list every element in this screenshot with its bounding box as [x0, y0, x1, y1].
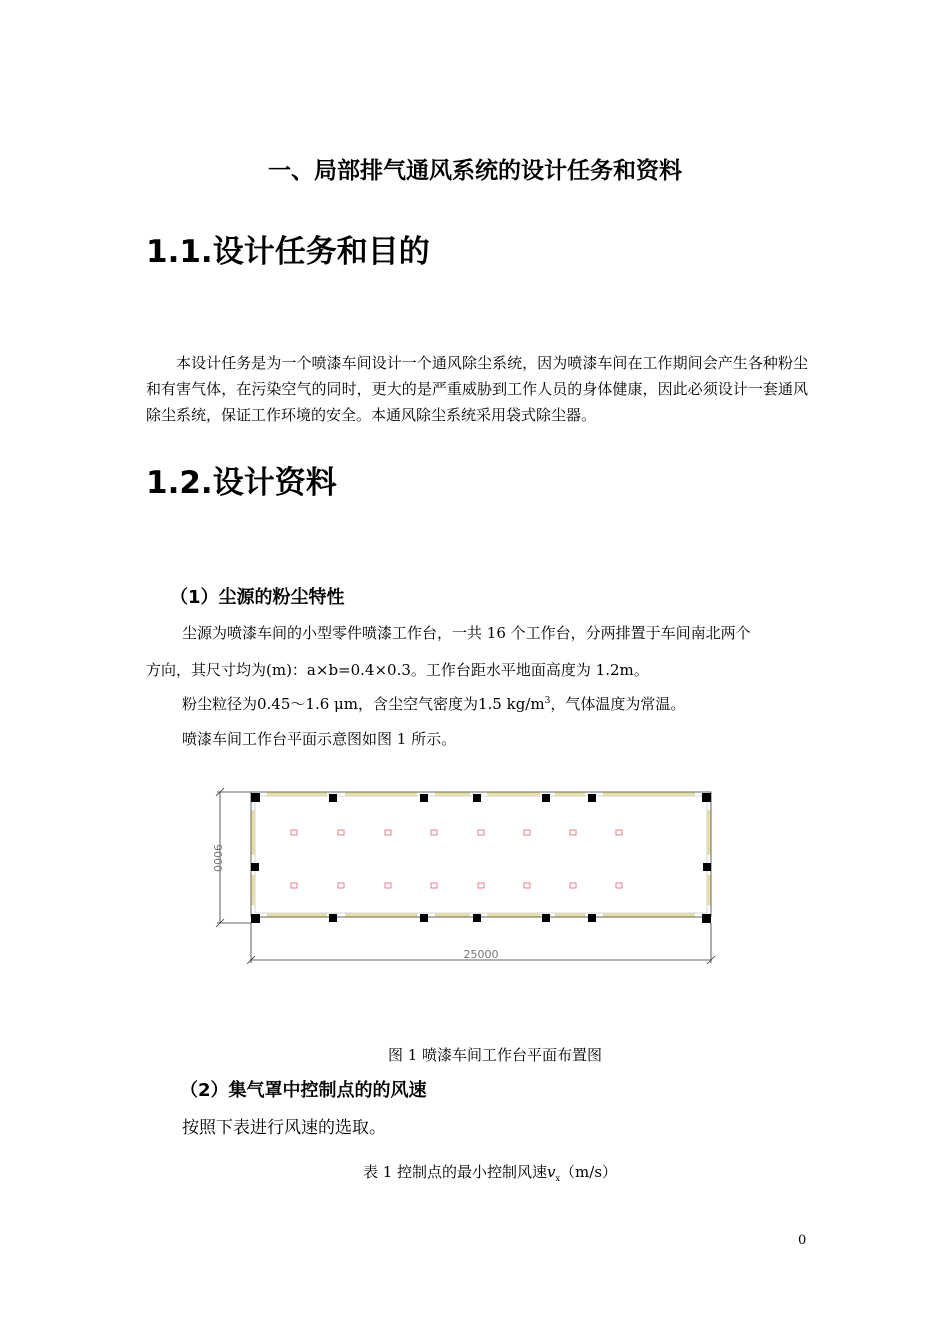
- section-1-1-text: 本设计任务是为一个喷漆车间设计一个通风除尘系统，因为喷漆车间在工作期间会产生各种粉尘和有害气体，在污染空气的同时，更大的是严重威胁到工作人员的身体健康，因此必须设计一套通风除尘系统，保证工作环境的安全。本通风除尘系统采用袋式除尘器。: [146, 354, 808, 424]
- table-caption-symbol: v: [547, 1163, 556, 1181]
- workbench: [385, 830, 391, 835]
- workbench: [616, 830, 622, 835]
- document-title: 一、局部排气通风系统的设计任务和资料: [268, 158, 682, 184]
- dust-line-4: 喷漆车间工作台平面示意图如图 1 所示。: [182, 730, 457, 748]
- subheading-dust-properties: （1）尘源的粉尘特性: [170, 587, 345, 608]
- width-dimension-label: 25000: [463, 948, 499, 961]
- workbench: [478, 883, 484, 888]
- dust-line-3: [182, 693, 685, 714]
- workbench: [524, 830, 530, 835]
- table-caption-text: 表 1 控制点的最小控制风速: [362, 1163, 548, 1181]
- dust-line-2: 方向，其尺寸均为(m)：a×b=0.4×0.3。工作台距水平地面高度为 1.2m。: [146, 661, 649, 679]
- workbench: [616, 883, 622, 888]
- dust-line-3-b: ，气体温度为常温。: [550, 695, 686, 713]
- column: [329, 914, 337, 922]
- workbench: [291, 883, 297, 888]
- dust-line-3-sup: 3: [544, 696, 551, 706]
- workbench: [431, 830, 437, 835]
- figure-caption: 图 1 喷漆车间工作台平面布置图: [387, 1046, 603, 1064]
- column: [702, 793, 711, 802]
- subheading-control-velocity: （2）集气罩中控制点的的风速: [180, 1080, 427, 1101]
- column: [588, 794, 596, 802]
- section-heading-1-1: 1.1.设计任务和目的: [146, 234, 430, 270]
- workbench: [338, 883, 344, 888]
- page-number: 0: [798, 1233, 807, 1248]
- building-outline: [251, 792, 711, 917]
- workbench: [291, 830, 297, 835]
- column: [473, 794, 481, 802]
- column: [329, 794, 337, 802]
- column: [420, 794, 428, 802]
- dust-line-3-a: 粉尘粒径为0.45～1.6 μm，含尘空气密度为1.5 kg/m: [182, 695, 545, 713]
- column: [703, 863, 711, 871]
- workbenches: [291, 830, 622, 888]
- workbench: [431, 883, 437, 888]
- dust-line-1: 尘源为喷漆车间的小型零件喷漆工作台，一共 16 个工作台，分两排置于车间南北两个: [182, 624, 751, 642]
- workbench: [524, 883, 530, 888]
- section-heading-1-2: 1.2.设计资料: [146, 465, 337, 501]
- workbench: [385, 883, 391, 888]
- height-dimension-label: 9000: [211, 844, 224, 872]
- table-caption-unit: （m/s）: [560, 1163, 618, 1181]
- workbench: [338, 830, 344, 835]
- velocity-line-1: 按照下表进行风速的选取。: [182, 1118, 386, 1138]
- table-caption: [0, 1161, 950, 1183]
- workbench: [570, 883, 576, 888]
- workshop-plan-drawing: [205, 785, 725, 965]
- column: [251, 793, 260, 802]
- table-caption-subscript: x: [555, 1174, 561, 1183]
- column: [702, 914, 711, 923]
- column: [420, 914, 428, 922]
- section-1-1-paragraph: [146, 350, 808, 428]
- workbench: [570, 830, 576, 835]
- column: [251, 914, 260, 923]
- column: [588, 914, 596, 922]
- column: [473, 914, 481, 922]
- column: [251, 863, 259, 871]
- workbench: [478, 830, 484, 835]
- window-bands: [253, 794, 709, 915]
- columns: [251, 793, 711, 923]
- column: [542, 914, 550, 922]
- column: [542, 794, 550, 802]
